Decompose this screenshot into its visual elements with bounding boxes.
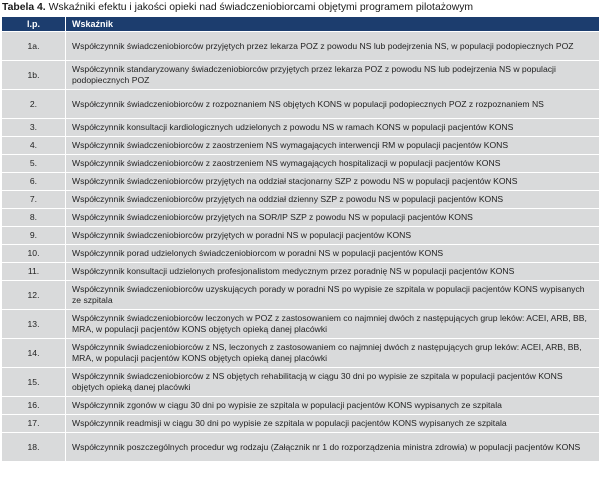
table-row xyxy=(2,281,600,310)
row-number: 17. xyxy=(2,415,66,433)
table-row xyxy=(2,61,600,90)
indicator-text: Współczynnik świadczeniobiorców z zaostrzeniem NS wymagających hospitalizacji w populacji pacjentów KONS xyxy=(66,155,600,173)
table-row xyxy=(2,245,600,263)
row-number: 7. xyxy=(2,191,66,209)
table-row xyxy=(2,433,600,462)
row-number: 5. xyxy=(2,155,66,173)
indicator-text: Współczynnik świadczeniobiorców z zaostrzeniem NS wymagających interwencji RM w populacji pacjentów KONS xyxy=(66,137,600,155)
column-header-lp: l.p. xyxy=(2,17,66,32)
indicators-table xyxy=(1,16,600,462)
table-row xyxy=(2,209,600,227)
table-row xyxy=(2,90,600,119)
indicator-text: Współczynnik readmisji w ciągu 30 dni po wypisie ze szpitala w populacji pacjentów KONS wypisanych ze szpitala xyxy=(66,415,600,433)
indicator-text: Współczynnik świadczeniobiorców z rozpoznaniem NS objętych KONS w populacji podopiecznych POZ z rozpoznaniem NS xyxy=(66,90,600,119)
row-number: 11. xyxy=(2,263,66,281)
indicator-text: Współczynnik zgonów w ciągu 30 dni po wypisie ze szpitala w populacji pacjentów KONS wypisanych ze szpitala xyxy=(66,397,600,415)
table-header-row xyxy=(2,17,600,32)
row-number: 18. xyxy=(2,433,66,462)
indicator-text: Współczynnik porad udzielonych świadczeniobiorcom w poradni NS w populacji pacjentów KONS xyxy=(66,245,600,263)
indicator-text: Współczynnik świadczeniobiorców przyjętych na oddział dzienny SZP z powodu NS w populacji pacjentów KONS xyxy=(66,191,600,209)
table-row xyxy=(2,119,600,137)
row-number: 1b. xyxy=(2,61,66,90)
row-number: 13. xyxy=(2,310,66,339)
table-row xyxy=(2,137,600,155)
caption-label: Tabela 4. xyxy=(2,2,46,13)
indicator-text: Współczynnik świadczeniobiorców z NS, leczonych z zastosowaniem co najmniej dwóch z następujących grup leków: ACEI, ARB, BB, MRA, w populacji pacjentów KONS objętych opieką danej placówki xyxy=(66,339,600,368)
table-row xyxy=(2,415,600,433)
row-number: 14. xyxy=(2,339,66,368)
table-row xyxy=(2,397,600,415)
caption-text: Wskaźniki efektu i jakości opieki nad świadczeniobiorcami objętymi programem pilotażowym xyxy=(48,2,474,13)
table-row xyxy=(2,32,600,61)
indicator-text: Współczynnik konsultacji udzielonych profesjonalistom medycznym przez poradnię NS w populacji pacjentów KONS xyxy=(66,263,600,281)
row-number: 12. xyxy=(2,281,66,310)
table-row xyxy=(2,191,600,209)
indicator-text: Współczynnik świadczeniobiorców przyjętych w poradni NS w populacji pacjentów KONS xyxy=(66,227,600,245)
row-number: 6. xyxy=(2,173,66,191)
indicator-text: Współczynnik świadczeniobiorców przyjętych przez lekarza POZ z powodu NS lub podejrzenia NS, w populacji podopiecznych POZ xyxy=(66,32,600,61)
table-row xyxy=(2,310,600,339)
table-caption xyxy=(0,0,600,16)
indicator-text: Współczynnik świadczeniobiorców uzyskujących porady w poradni NS po wypisie ze szpitala w populacji pacjentów KONS wypisanych ze szpitala xyxy=(66,281,600,310)
row-number: 9. xyxy=(2,227,66,245)
row-number: 15. xyxy=(2,368,66,397)
indicator-text: Współczynnik świadczeniobiorców leczonych w POZ z zastosowaniem co najmniej dwóch z następujących grup leków: ACEI, ARB, BB, MRA, w populacji pacjentów KONS objętych opieką danej placówki xyxy=(66,310,600,339)
indicator-text: Współczynnik świadczeniobiorców z NS objętych rehabilitacją w ciągu 30 dni po wypisie ze szpitala w populacji pacjentów KONS objętych opieką danej placówki xyxy=(66,368,600,397)
table-row xyxy=(2,339,600,368)
table-row xyxy=(2,227,600,245)
row-number: 8. xyxy=(2,209,66,227)
table-row xyxy=(2,155,600,173)
table-row xyxy=(2,263,600,281)
row-number: 10. xyxy=(2,245,66,263)
row-number: 3. xyxy=(2,119,66,137)
row-number: 4. xyxy=(2,137,66,155)
indicator-text: Współczynnik poszczególnych procedur wg rodzaju (Załącznik nr 1 do rozporządzenia ministra zdrowia) w populacji pacjentów KONS xyxy=(66,433,600,462)
table-row xyxy=(2,368,600,397)
table-row xyxy=(2,173,600,191)
column-header-indicator: Wskaźnik xyxy=(66,17,600,32)
row-number: 16. xyxy=(2,397,66,415)
row-number: 1a. xyxy=(2,32,66,61)
row-number: 2. xyxy=(2,90,66,119)
indicator-text: Współczynnik konsultacji kardiologicznych udzielonych z powodu NS w ramach KONS w populacji pacjentów KONS xyxy=(66,119,600,137)
indicator-text: Współczynnik standaryzowany świadczeniobiorców przyjętych przez lekarza POZ z powodu NS lub podejrzenia NS w populacji podopiecznych POZ xyxy=(66,61,600,90)
indicator-text: Współczynnik świadczeniobiorców przyjętych na oddział stacjonarny SZP z powodu NS w populacji pacjentów KONS xyxy=(66,173,600,191)
indicator-text: Współczynnik świadczeniobiorców przyjętych na SOR/IP SZP z powodu NS w populacji pacjentów KONS xyxy=(66,209,600,227)
